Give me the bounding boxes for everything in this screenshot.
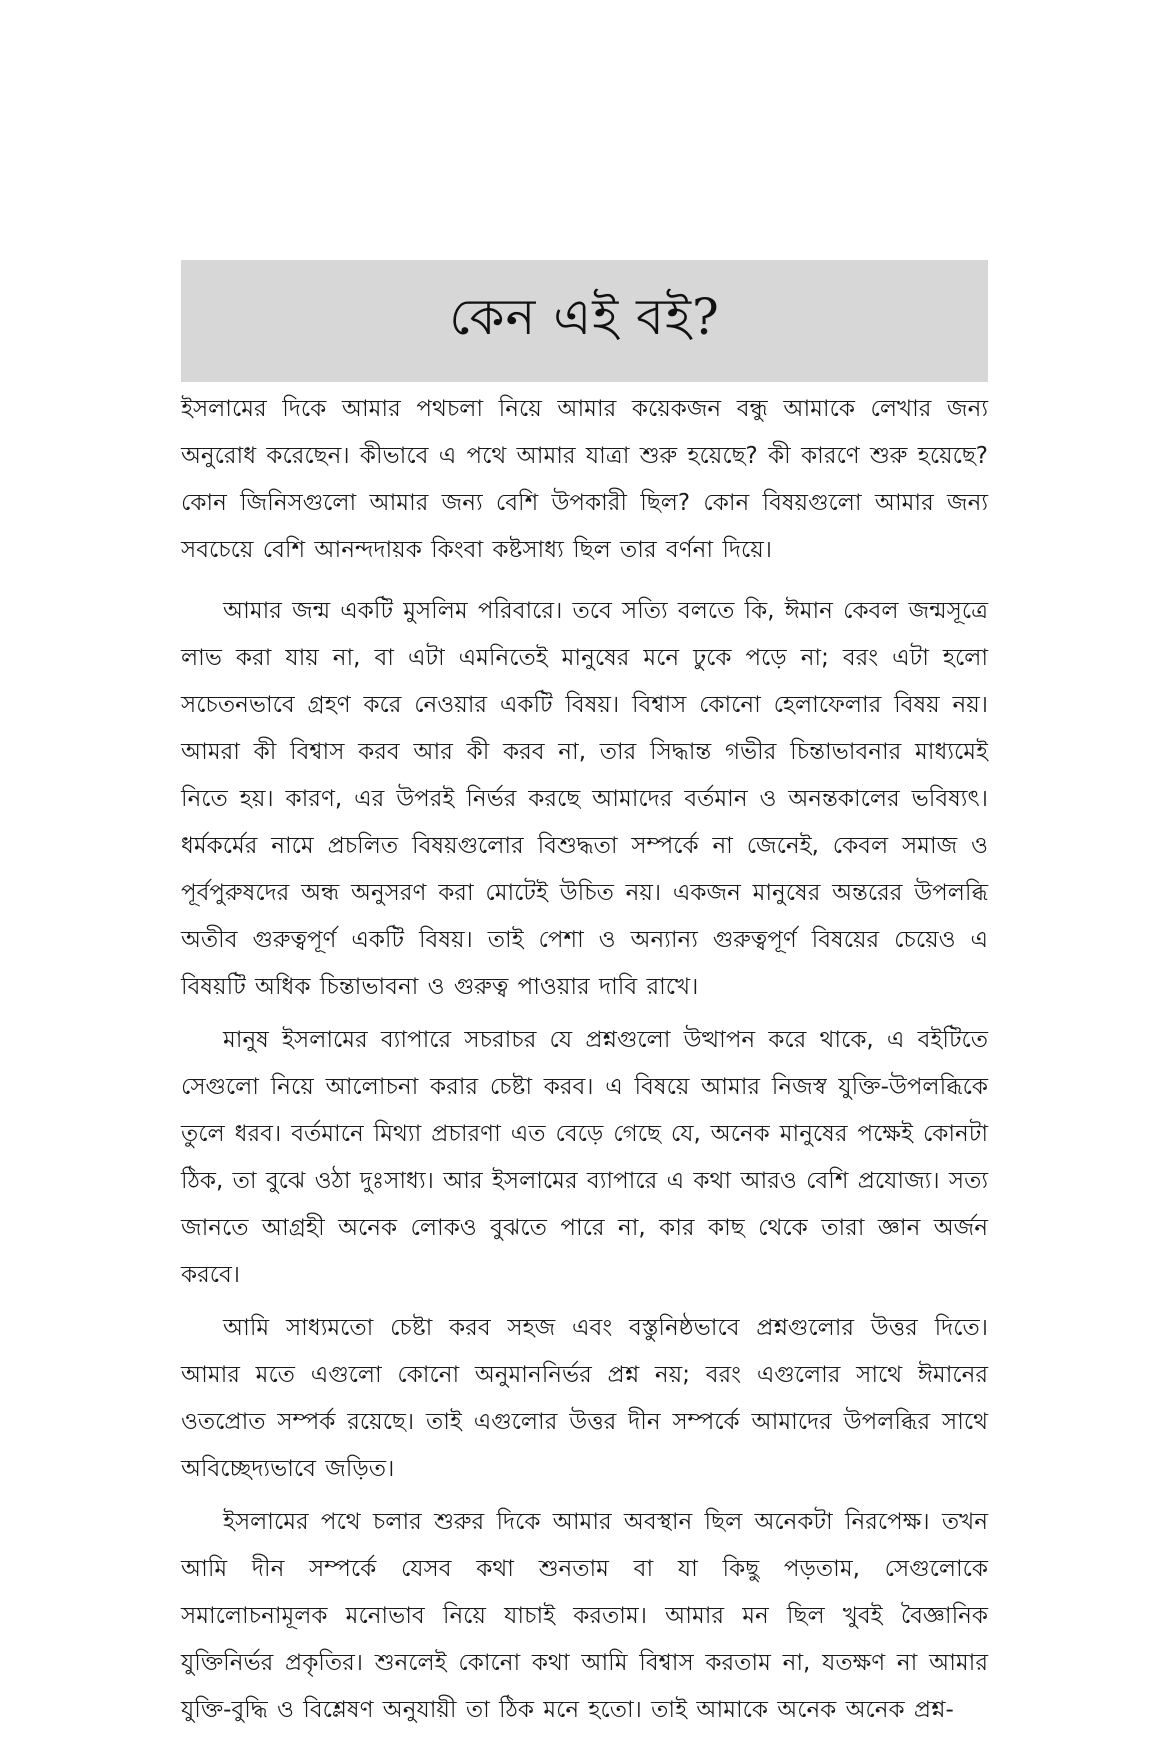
paragraph-early-path: ইসলামের পথে চলার শুরুর দিকে আমার অবস্থান ছিল অনেকটা নিরপেক্ষ। তখন আমি দীন সম্পর্কে যেসব কথা শুনতাম বা যা কিছু পড়তাম, সেগুলোকে সমালোচনামূলক মনোভাব নিয়ে যাচাই করতাম। আমার মন ছিল খুবই বৈজ্ঞানিক যুক্তিনির্ভর প্রকৃতির। শুনলেই কোনো কথা আমি বিশ্বাস করতাম না, যতক্ষণ না আমার যুক্তি-বুদ্ধি ও বিশ্লেষণ অনুযায়ী তা ঠিক মনে হতো। তাই আমাকে অনেক অনেক প্রশ্ন- [181,1509,988,1723]
paragraph-birth-faith: আমার জন্ম একটি মুসলিম পরিবারে। তবে সত্যি বলতে কি, ঈমান কেবল জন্মসূত্রে লাভ করা যায় না, বা এটা এমনিতেই মানুষের মনে ঢুকে পড়ে না; বরং এটা হলো সচেতনভাবে গ্রহণ করে নেওয়ার একটি বিষয়। বিশ্বাস কোনো হেলাফেলার বিষয় নয়। আমরা কী বিশ্বাস করব আর কী করব না, তার সিদ্ধান্ত গভীর চিন্তাভাবনার মাধ্যমেই নিতে হয়। কারণ, এর উপরই নির্ভর করছে আমাদের বর্তমান ও অনন্তকালের ভবিষ্যৎ। ধর্মকর্মের নামে প্রচলিত বিষয়গুলোর বিশুদ্ধতা সম্পর্কে না জেনেই, কেবল সমাজ ও পূর্বপুরুষদের অন্ধ অনুসরণ করা মোটেই উচিত নয়। একজন মানুষের অন্তরের উপলব্ধি অতীব গুরুত্বপূর্ণ একটি বিষয়। তাই পেশা ও অন্যান্য গুরুত্বপূর্ণ বিষয়ের চেয়েও এ বিষয়টি অধিক চিন্তাভাবনা ও গুরুত্ব পাওয়ার দাবি রাখে। [181,598,988,1000]
chapter-body [181,386,988,1734]
paragraph-answers: আমি সাধ্যমতো চেষ্টা করব সহজ এবং বস্তুনিষ্ঠভাবে প্রশ্নগুলোর উত্তর দিতে। আমার মতে এগুলো কোনো অনুমাননির্ভর প্রশ্ন নয়; বরং এগুলোর সাথে ঈমানের ওতপ্রোত সম্পর্ক রয়েছে। তাই এগুলোর উত্তর দীন সম্পর্কে আমাদের উপলব্ধির সাথে অবিচ্ছেদ্যভাবে জড়িত। [181,1315,988,1482]
chapter-title-band [181,260,988,382]
paragraph-intro: ইসলামের দিকে আমার পথচলা নিয়ে আমার কয়েকজন বন্ধু আমাকে লেখার জন্য অনুরোধ করেছেন। কীভাবে এ পথে আমার যাত্রা শুরু হয়েছে? কী কারণে শুরু হয়েছে? কোন জিনিসগুলো আমার জন্য বেশি উপকারী ছিল? কোন বিষয়গুলো আমার জন্য সবচেয়ে বেশি আনন্দদায়ক কিংবা কষ্টসাধ্য ছিল তার বর্ণনা দিয়ে। [181,396,988,563]
paragraph-questions: মানুষ ইসলামের ব্যাপারে সচরাচর যে প্রশ্নগুলো উত্থাপন করে থাকে, এ বইটিতে সেগুলো নিয়ে আলোচনা করার চেষ্টা করব। এ বিষয়ে আমার নিজস্ব যুক্তি-উপলব্ধিকে তুলে ধরব। বর্তমানে মিথ্যা প্রচারণা এত বেড়ে গেছে যে, অনেক মানুষের পক্ষেই কোনটা ঠিক, তা বুঝে ওঠা দুঃসাধ্য। আর ইসলামের ব্যাপারে এ কথা আরও বেশি প্রযোজ্য। সত্য জানতে আগ্রহী অনেক লোকও বুঝতে পারে না, কার কাছ থেকে তারা জ্ঞান অর্জন করবে। [181,1027,988,1288]
chapter-title: কেন এই বই? [449,287,720,346]
